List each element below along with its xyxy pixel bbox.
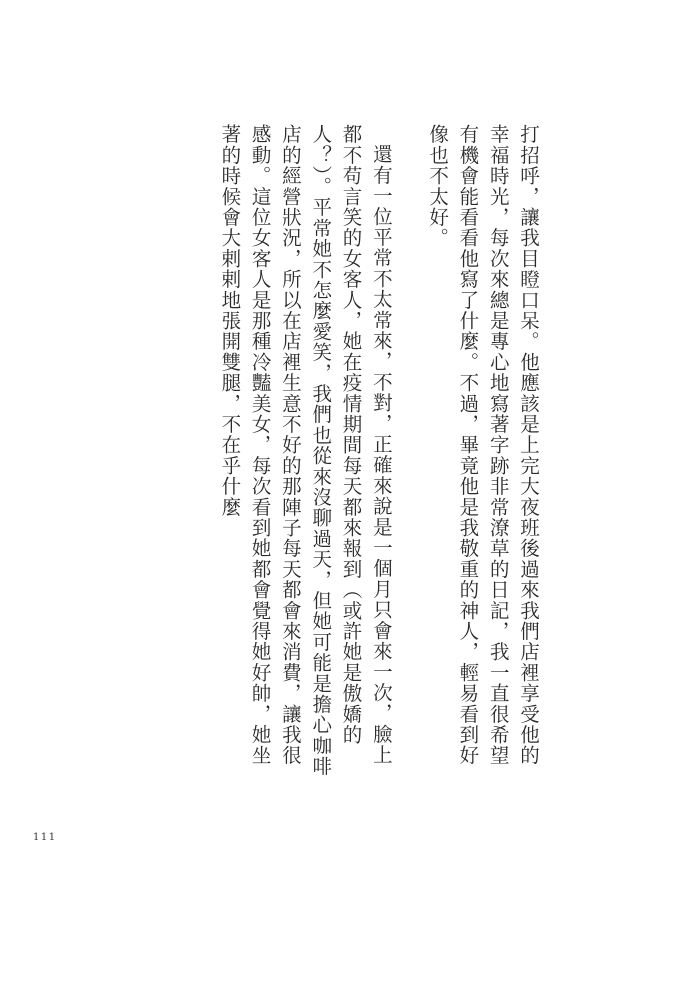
paragraph-2: 還有一位平常不太常來，不對，正確來說是一個月只會來一次，臉上都不苟言笑的女客人，她在疫情期間每天都來報到（或許她是傲嬌的人？）。平常她不怎麼愛笑，我們也從來沒聊過天，但她可能是擔心咖啡店的經營狀況，所以在店裡生意不好的那陣子每天都會來消費，讓我很感動。這位女客人是那種冷豔美女，每次看到她都會覺得她好帥，她坐著的時候會大剌剌地張開雙腿，不在乎什麼 (218, 124, 393, 777)
vertical-text-body (214, 124, 543, 784)
page-number: 111 (33, 832, 57, 843)
paragraph-gap (396, 124, 422, 784)
paragraph-1: 打招呼，讓我目瞪口呆。他應該是上完大夜班後過來我們店裡享受他的幸福時光，每次來總是專心地寫著字跡非常潦草的日記，我一直很希望有機會能看看他寫了什麼。不過，畢竟他是我敬重的神人，輕易看到好像也不太好。 (426, 124, 540, 766)
